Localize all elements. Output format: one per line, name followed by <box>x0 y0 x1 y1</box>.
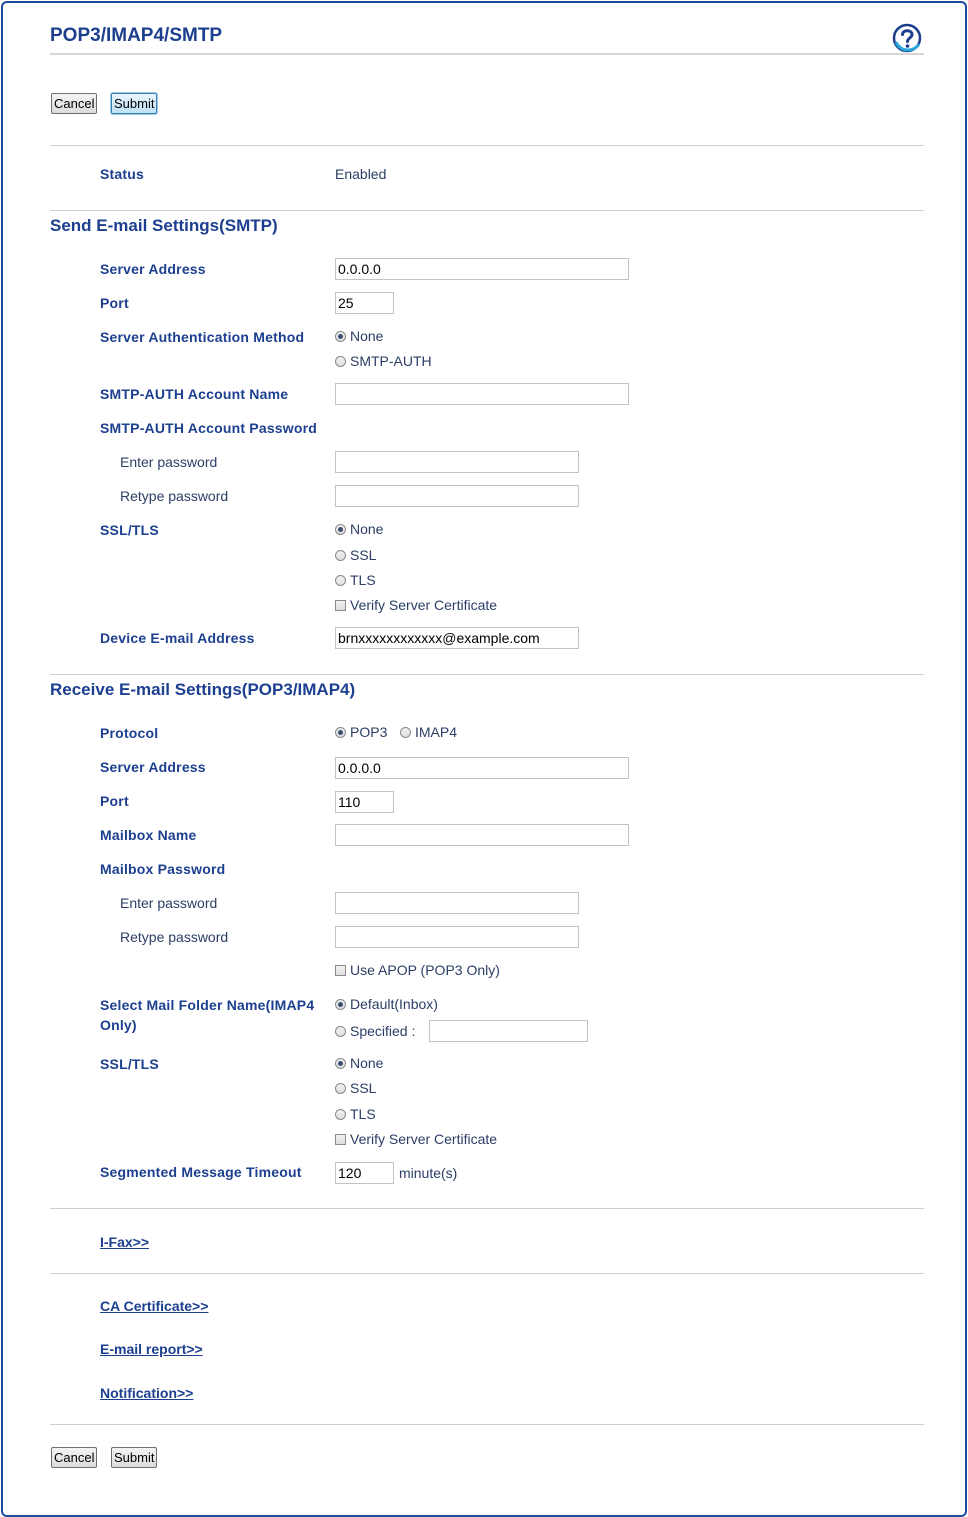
radio-icon[interactable] <box>335 550 346 561</box>
pop-ssl-label: SSL/TLS <box>100 1056 159 1072</box>
smtp-account-name-input[interactable] <box>335 383 629 405</box>
status-label: Status <box>100 166 144 182</box>
pop-port-input[interactable] <box>335 791 394 813</box>
protocol-imap4-option[interactable]: IMAP4 <box>400 724 457 740</box>
pop-server-address-label: Server Address <box>100 759 206 775</box>
mailbox-name-label: Mailbox Name <box>100 827 197 843</box>
smtp-retype-password-label: Retype password <box>120 488 229 504</box>
divider <box>50 210 924 211</box>
radio-icon[interactable] <box>335 356 346 367</box>
title-divider <box>50 53 924 55</box>
pop-enter-password-input[interactable] <box>335 892 579 914</box>
folder-default-option[interactable]: Default(Inbox) <box>335 996 438 1012</box>
timeout-label: Segmented Message Timeout <box>100 1164 302 1180</box>
protocol-label: Protocol <box>100 725 159 741</box>
radio-selected-icon[interactable] <box>335 331 346 342</box>
pop-retype-password-input[interactable] <box>335 926 579 948</box>
timeout-input[interactable] <box>335 1162 394 1184</box>
smtp-auth-none-option[interactable]: None <box>335 328 383 344</box>
smtp-auth-smtpauth-option[interactable]: SMTP-AUTH <box>335 353 432 369</box>
radio-icon[interactable] <box>335 1026 346 1037</box>
radio-icon[interactable] <box>335 575 346 586</box>
mailbox-password-label: Mailbox Password <box>100 861 226 877</box>
email-report-link[interactable]: E-mail report>> <box>100 1341 203 1357</box>
checkbox-icon[interactable] <box>335 965 346 976</box>
status-value: Enabled <box>335 166 387 182</box>
mailbox-name-input[interactable] <box>335 824 629 846</box>
checkbox-icon[interactable] <box>335 1134 346 1145</box>
smtp-verify-cert-checkbox[interactable]: Verify Server Certificate <box>335 597 497 613</box>
smtp-section-heading: Send E-mail Settings(SMTP) <box>50 216 278 235</box>
radio-selected-icon[interactable] <box>335 524 346 535</box>
smtp-port-label: Port <box>100 295 129 311</box>
pop-verify-cert-checkbox[interactable]: Verify Server Certificate <box>335 1131 497 1147</box>
ca-certificate-link[interactable]: CA Certificate>> <box>100 1298 209 1314</box>
smtp-enter-password-input[interactable] <box>335 451 579 473</box>
pop-server-address-input[interactable] <box>335 757 629 779</box>
pop-port-label: Port <box>100 793 129 809</box>
radio-selected-icon[interactable] <box>335 999 346 1010</box>
radio-selected-icon[interactable] <box>335 727 346 738</box>
page-title: POP3/IMAP4/SMTP <box>50 25 223 46</box>
folder-specified-option[interactable]: Specified : <box>335 1023 415 1039</box>
checkbox-icon[interactable] <box>335 600 346 611</box>
device-email-label: Device E-mail Address <box>100 630 255 646</box>
smtp-enter-password-label: Enter password <box>120 454 218 470</box>
mail-folder-label-line1: Select Mail Folder Name(IMAP4 <box>100 997 315 1013</box>
smtp-account-password-label: SMTP-AUTH Account Password <box>100 420 318 436</box>
smtp-account-name-label: SMTP-AUTH Account Name <box>100 386 289 402</box>
radio-icon[interactable] <box>335 1109 346 1120</box>
divider <box>50 674 924 675</box>
divider <box>50 1424 924 1425</box>
timeout-unit: minute(s) <box>399 1165 458 1181</box>
radio-icon[interactable] <box>400 727 411 738</box>
pop-section-heading: Receive E-mail Settings(POP3/IMAP4) <box>50 680 356 699</box>
pop-ssl-tls-option[interactable]: TLS <box>335 1106 376 1122</box>
smtp-port-input[interactable] <box>335 292 394 314</box>
pop-enter-password-label: Enter password <box>120 895 218 911</box>
radio-icon[interactable] <box>335 1083 346 1094</box>
apop-checkbox[interactable]: Use APOP (POP3 Only) <box>335 962 500 978</box>
submit-button-top[interactable]: Submit <box>111 93 157 114</box>
mail-folder-label-line2: Only) <box>100 1017 137 1033</box>
cancel-button-top[interactable]: Cancel <box>51 93 97 114</box>
device-email-input[interactable] <box>335 627 579 649</box>
smtp-ssl-tls-option[interactable]: TLS <box>335 572 376 588</box>
divider <box>50 1273 924 1274</box>
cancel-button-bottom[interactable]: Cancel <box>51 1447 97 1468</box>
smtp-server-address-input[interactable] <box>335 258 629 280</box>
smtp-auth-method-label: Server Authentication Method <box>100 329 305 345</box>
divider <box>50 1208 924 1209</box>
protocol-pop3-option[interactable]: POP3 <box>335 724 387 740</box>
pop-ssl-none-option[interactable]: None <box>335 1055 383 1071</box>
smtp-ssl-ssl-option[interactable]: SSL <box>335 547 376 563</box>
smtp-retype-password-input[interactable] <box>335 485 579 507</box>
submit-button-bottom[interactable]: Submit <box>111 1447 157 1468</box>
divider <box>50 145 924 146</box>
radio-selected-icon[interactable] <box>335 1058 346 1069</box>
help-icon[interactable] <box>892 22 924 54</box>
smtp-server-address-label: Server Address <box>100 261 206 277</box>
ifax-link[interactable]: I-Fax>> <box>100 1234 150 1250</box>
notification-link[interactable]: Notification>> <box>100 1385 194 1401</box>
smtp-ssl-label: SSL/TLS <box>100 522 159 538</box>
folder-specified-input[interactable] <box>429 1020 588 1042</box>
pop-retype-password-label: Retype password <box>120 929 229 945</box>
smtp-ssl-none-option[interactable]: None <box>335 521 383 537</box>
pop-ssl-ssl-option[interactable]: SSL <box>335 1080 376 1096</box>
